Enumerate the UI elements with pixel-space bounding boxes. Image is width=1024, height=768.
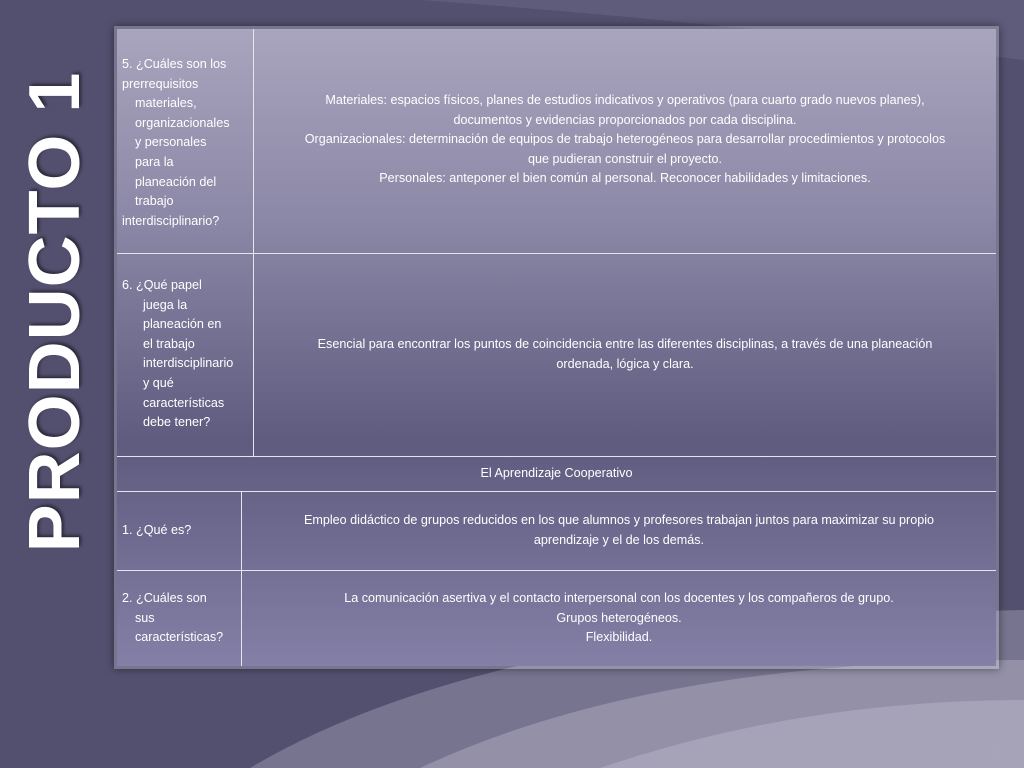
content-table xyxy=(114,26,999,669)
answer-line: Materiales: espacios físicos, planes de estudios indicativos y operativos (para cuarto grado nuevos planes), xyxy=(325,93,925,107)
answer-line: La comunicación asertiva y el contacto interpersonal con los docentes y los compañeros de grupo. xyxy=(344,591,894,605)
answer-line: que pudieran construir el proyecto. xyxy=(528,151,722,166)
answer-cell xyxy=(254,29,996,253)
question-line: debe tener? xyxy=(143,415,211,430)
answer-line: Grupos heterogéneos. xyxy=(556,610,682,625)
question-line: planeación del xyxy=(135,174,217,189)
table-body xyxy=(117,29,996,666)
section-header: El Aprendizaje Cooperativo xyxy=(480,466,633,481)
question-line: planeación en xyxy=(143,317,222,332)
answer-line: ordenada, lógica y clara. xyxy=(556,357,694,371)
question-line: 5. ¿Cuáles son los xyxy=(122,57,227,71)
answer-line: Personales: anteponer el bien común al personal. Reconocer habilidades y limitaciones. xyxy=(379,171,871,186)
question-line: sus xyxy=(135,610,155,625)
answer-cell xyxy=(254,254,996,456)
answer-line: documentos y evidencias proporcionados por cada disciplina. xyxy=(453,112,797,127)
section-header-row xyxy=(117,457,996,492)
question-line: interdisciplinario? xyxy=(122,213,220,228)
question-line: juega la xyxy=(143,297,188,312)
answer-cell xyxy=(242,571,996,666)
question-line: para la xyxy=(135,154,174,169)
question-line: materiales, xyxy=(135,96,197,111)
table-row xyxy=(117,492,996,571)
answer-line: Esencial para encontrar los puntos de coincidencia entre las diferentes disciplinas, a través de una planeación xyxy=(317,337,933,352)
table-row xyxy=(117,254,996,457)
question-line: características xyxy=(143,395,225,410)
table-row xyxy=(117,29,996,254)
question-cell xyxy=(117,29,254,253)
question-line: trabajo xyxy=(135,194,174,209)
question-cell xyxy=(117,571,242,666)
slide-number: 3 xyxy=(992,744,1000,759)
answer-cell xyxy=(242,492,996,570)
question-line: 1. ¿Qué es? xyxy=(122,523,192,537)
question-line: y personales xyxy=(135,135,207,150)
question-line: interdisciplinario xyxy=(143,356,234,371)
answer-line: Organizacionales: determinación de equipos de trabajo heterogéneos para desarrollar procedimientos y protocolos xyxy=(304,132,946,147)
slide-title: PRODUCTO 1 xyxy=(15,71,95,553)
answer-line: Flexibilidad. xyxy=(585,630,653,645)
answer-line: aprendizaje y el de los demás. xyxy=(533,533,705,547)
question-line: características? xyxy=(135,630,224,645)
table-row xyxy=(117,571,996,666)
question-line: organizacionales xyxy=(135,115,230,130)
question-line: prerrequisitos xyxy=(122,76,199,91)
question-cell xyxy=(117,492,242,570)
answer-line: Empleo didáctico de grupos reducidos en los que alumnos y profesores trabajan juntos para maximizar su propio xyxy=(303,513,935,528)
question-line: y qué xyxy=(143,375,174,390)
question-line: 2. ¿Cuáles son xyxy=(122,591,207,605)
question-cell xyxy=(117,254,254,456)
question-line: 6. ¿Qué papel xyxy=(122,278,202,292)
question-line: el trabajo xyxy=(143,336,195,351)
